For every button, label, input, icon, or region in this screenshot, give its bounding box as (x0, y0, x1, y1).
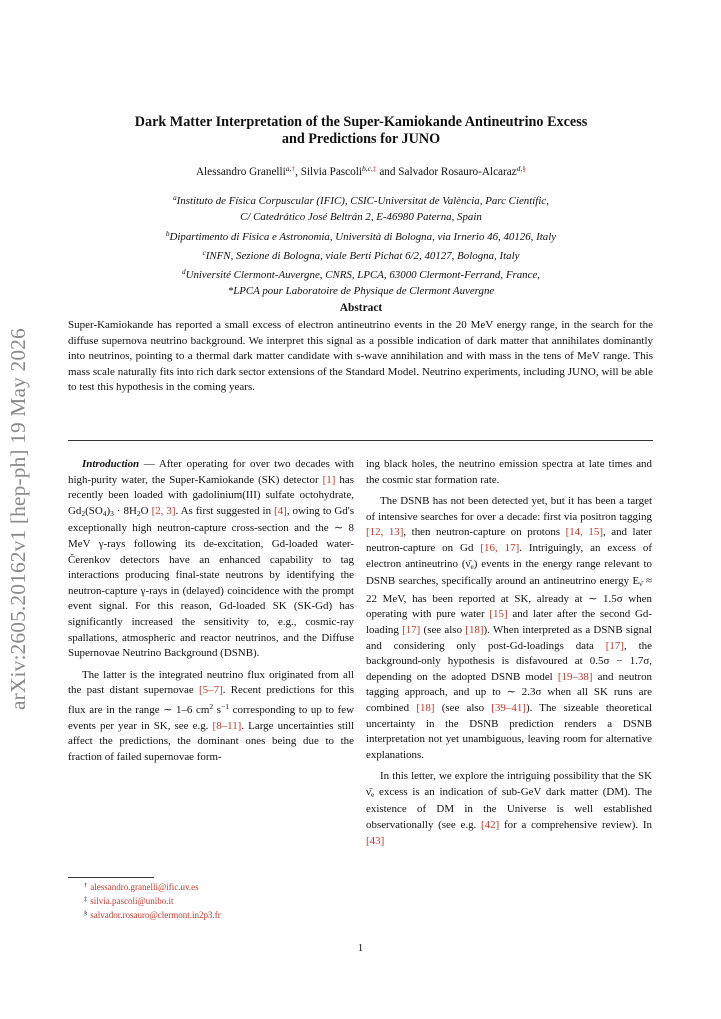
affiliation-line: $^c$INFN, Sezione di Bologna, viale Berti Pichat 6/2, 40127, Bologna, Italy (202, 248, 520, 262)
affiliation-line: $^a$Instituto de Física Corpuscular (IFIC), CSIC-Universitat de València, Parc Científic, (173, 194, 549, 207)
author-name: Silvia Pascoli (300, 166, 362, 178)
footnote-item: § salvador.rosauro@clermont.in2p3.fr (84, 909, 221, 920)
abstract-text: Super-Kamiokande has reported a small excess of electron antineutrino events in the 20 MeV energy range, in the search for the diffuse supernova neutrino background. We interpret this signal as a possible indication of dark matter that annihilates dominantly into neutrinos, pointing to a thermal dark matter candidate with s-wave annihilation and with mass in the tens of MeV range. This mass scale naturally fits into rich dark sector extensions of the Standard Model. Neutrino experiments, including JUNO, will be able to test this hypothesis in the coming years. (68, 319, 653, 394)
affiliation-line: $^b$Dipartimento di Fisica e Astronomia, Università di Bologna, via Irnerio 46, 40126, Italy (165, 229, 557, 243)
title-line-1: Dark Matter Interpretation of the Super-Kamiokande Antineutrino Excess (134, 114, 588, 130)
citation-link[interactable]: [5–7] (199, 684, 223, 697)
paper-title (70, 114, 652, 148)
title-line-2: and Predictions for JUNO (281, 131, 441, 147)
citation-link[interactable]: [2, 3] (151, 504, 176, 517)
abstract-heading: Abstract (339, 302, 383, 314)
citation-link[interactable]: [8–11] (212, 719, 242, 732)
intro-paragraph-1: Introduction — After operating for over two decades with high-purity water, the Super-Kamiokande (SK) detector [1] has recently been loaded with gadolinium(III) sulfate octohydrate, $Gd_2(SO_4)_3 \cdot 8H_2O$ [2, 3]. As first suggested in [4], owing to Gd's exceptionally high neutron-capture cross-section and the ∼ 8 MeV γ-rays following its de-excitation, Gd-loaded water-Čerenkov detectors have an enhanced capability to tag interactions producing final-state neutrons by identifying the neutron-capture γ-rays in (delayed) coincidence with the prompt event signal. For this reason, Gd-loaded SK (SK-Gd) has significantly increased the sensitivity to, e.g., cosmic-ray spallations, atmospheric and reactor neutrinos, and the Diffuse Supernovae Neutrino Background (DSNB). (68, 458, 354, 660)
abstract-divider (68, 440, 653, 441)
body-paragraph: In this letter, we explore the intriguing possibility that the SK $\nū_e$ excess is an indication of sub-GeV dark matter (DM). The existence of DM in the Universe is well established observationally (see e.g. [42] for a comprehensive review). In [43] (366, 770, 652, 847)
affiliations (70, 190, 652, 300)
citation-link[interactable]: [14, 15] (565, 526, 603, 539)
email-link[interactable]: silvia.pascoli@unibo.it (90, 895, 174, 906)
citation-link[interactable]: [39–41] (491, 701, 526, 714)
citation-link[interactable]: [4] (274, 504, 287, 517)
email-link[interactable]: salvador.rosauro@clermont.in2p3.fr (90, 909, 221, 920)
affiliation-line: *LPCA pour Laboratoire de Physique de Clermont Auvergne (227, 285, 495, 298)
citation-link[interactable]: [15] (489, 608, 508, 621)
author-name: Salvador Rosauro-Alcaraz (398, 166, 517, 178)
citation-link[interactable]: [17] (605, 639, 625, 652)
author-affil-mark: d,§ (516, 164, 527, 173)
citation-link[interactable]: [18] (416, 701, 435, 714)
citation-link[interactable]: [19–38] (557, 670, 593, 683)
right-column (366, 457, 652, 849)
email-link[interactable]: alessandro.granelli@ific.uv.es (90, 882, 199, 892)
arxiv-stamp: arXiv:2605.20162v1 [hep-ph] 19 May 2026 (6, 328, 30, 710)
author-list: Alessandro Granelli$^{a,\dagger}$, Silvia Pascoli$^{b,c,\ddagger}$ and Salvador Rosauro-Alcaraz$^{d,\S}$ (195, 164, 527, 178)
left-column (68, 457, 354, 765)
affiliation-line: C/ Catedrático José Beltrán 2, E-46980 Paterna, Spain (240, 211, 482, 224)
citation-link[interactable]: [16, 17] (480, 541, 520, 554)
page-number: 1 (357, 942, 364, 954)
intro-paragraph-2: The latter is the integrated neutrino flux originated from all the past distant supernovae [5–7]. Recent predictions for this flux are in the range ∼ 1–6 $cm^2$ $s^{-1}$ corresponding to up to few events per year in SK, see e.g. [8–11]. Large uncertainties still affect the predictions, the dominant ones being due to the fraction of failed supernovae form- (68, 668, 355, 763)
author-affil-mark: a,† (285, 164, 296, 173)
affiliation-line: $^d$Université Clermont-Auvergne, CNRS, LPCA, 63000 Clermont-Ferrand, France, (182, 268, 540, 282)
author-name: Alessandro Granelli (195, 166, 286, 178)
citation-link[interactable]: [43] (366, 834, 385, 847)
footnote-divider (68, 877, 154, 878)
footnote-item: ‡ silvia.pascoli@unibo.it (84, 895, 174, 906)
body-paragraph: The DSNB has not been detected yet, but it has been a target of intensive searches for over a decade: first via positron tagging [12, 13], then neutron-capture on protons [14, 15], and later neutron-capture on Gd [16, 17]. Intriguingly, an excess of electron antineutrino $(\nū_e)$ events in the energy range relevant to DSNB searches, specifically around an antineutrino energy $E_{\nū} \approx 22$ MeV, has been reported at SK, already at ∼ 1.5σ when operating with pure water [15] and later after the second Gd-loading [17] (see also [18]). When interpreted as a DSNB signal and considering only post-Gd-loadings data [17], the background-only hypothesis is disfavoured at 0.5σ − 1.7σ, depending on the adopted DSNB model [19–38] and neutron tagging approach, and up to ∼ 2.3σ when all SK runs are combined [18] (see also [39–41]). The sizeable theoretical uncertainty in the DSNB prediction renders a DSNB interpretation not yet unambiguous, leaving room for alternative explanations. (366, 495, 653, 761)
citation-link[interactable]: [42] (481, 819, 500, 832)
citation-link[interactable]: [1] (322, 473, 336, 486)
footnote-item: † alessandro.granelli@ific.uv.es (84, 882, 199, 892)
section-heading-introduction: Introduction (82, 458, 140, 470)
footnotes (84, 880, 354, 921)
citation-link[interactable]: [18] (465, 623, 484, 636)
body-paragraph-continued: ing black holes, the neutrino emission spectra at late times and the cosmic star formation rate. (366, 458, 652, 486)
author-affil-mark: b,c,‡ (361, 164, 377, 173)
citation-link[interactable]: [17] (402, 623, 421, 636)
citation-link[interactable]: [12, 13] (366, 526, 404, 539)
